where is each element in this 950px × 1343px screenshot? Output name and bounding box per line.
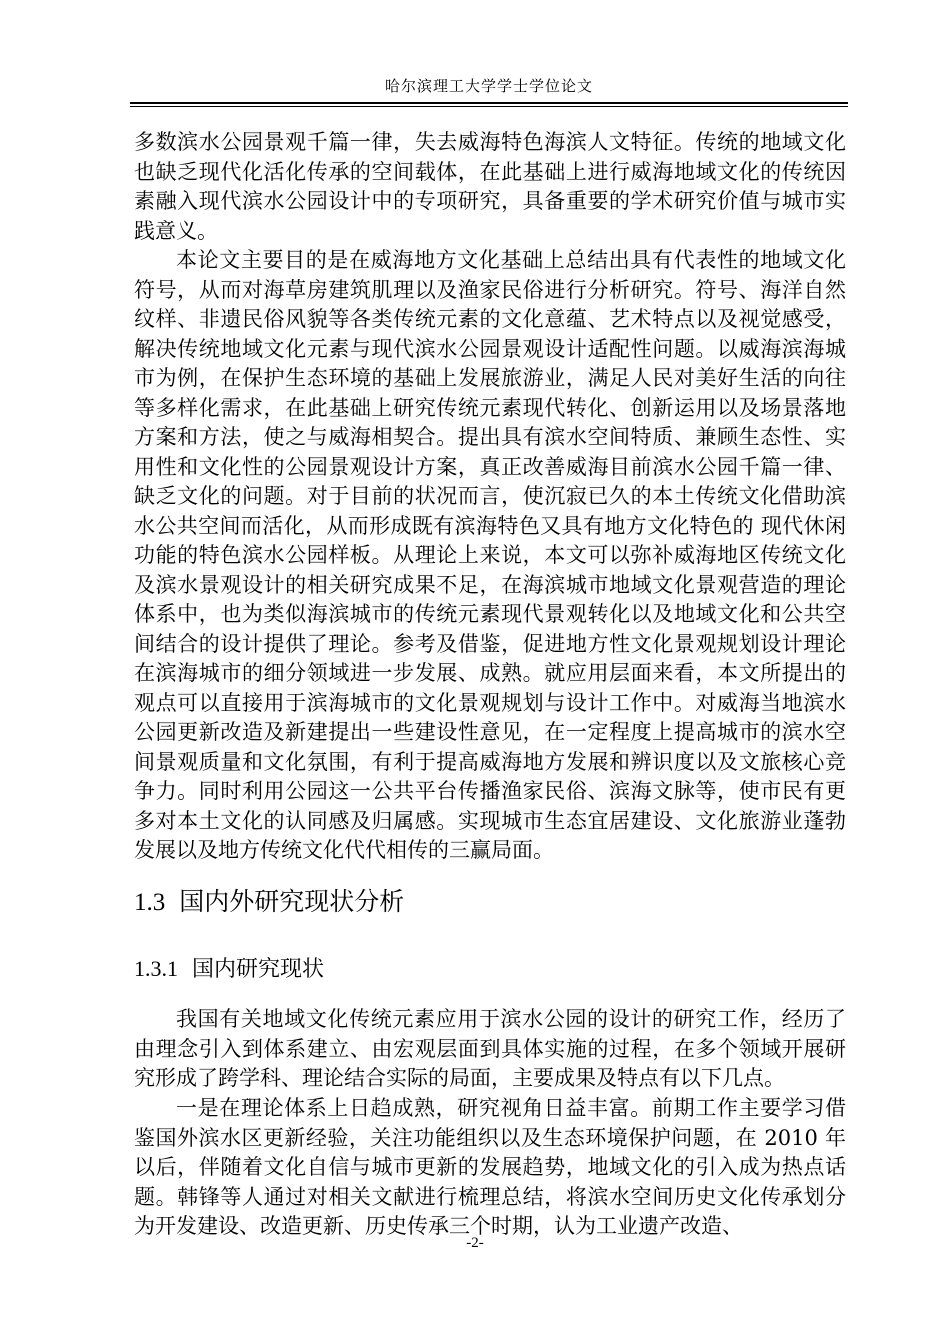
subsection-title: 国内研究现状 — [192, 957, 325, 982]
running-header: 哈尔滨理工大学学士学位论文 — [384, 77, 593, 95]
body-paragraph-2: 本论文主要目的是在威海地方文化基础上总结出具有代表性的地域文化符号，从而对海草房建筑肌理以及渔家民俗进行分析研究。符号、海洋自然纹样、非遗民俗风貌等各类传统元素的文化意蕴、艺术特点以及视觉感受，解决传统地域文化元素与现代滨水公园景观设计适配性问题。以威海滨海城市为例，在保护生态环境的基础上发展旅游业，满足人民对美好生活的向往等多样化需求，在此基础上研究传统元素现代转化、创新运用以及场景落地方案和方法，使之与威海相契合。提出具有滨水空间特质、兼顾生态性、实用性和文化性的公园景观设计方案，真正改善威海目前滨水公园千篇一律、缺乏文化的问题。对于目前的状况而言，使沉寂已久的本土传统文化借助滨水公共空间而活化，从而形成既有滨海特色又具有地方文化特色的 现代休闲功能的特色滨水公园样板。从理论上来说，本文可以弥补威海地区传统文化及滨水景观设计的相关研究成果不足，在海滨城市地域文化景观营造的理论体系中，也为类似海滨城市的传统元素现代景观转化以及地域文化和公共空间结合的设计提供了理论。参考及借鉴，促进地方性文化景观规划设计理论在滨海城市的细分领域进一步发展、成熟。就应用层面来看，本文所提出的观点可以直接用于滨海城市的文化景观规划与设计工作中。对威海当地滨水公园更新改造及新建提出一些建设性意见，在一定程度上提高城市的滨水空间景观质量和文化氛围，有利于提高威海地方发展和辨识度以及文旅核心竞争力。同时利用公园这一公共平台传播渔家民俗、滨海文脉等，使市民有更多对本土文化的认同感及归属感。实现城市生态宜居建设、文化旅游业蓬勃发展以及地方传统文化代代相传的三赢局面。 — [134, 248, 846, 862]
section-number: 1.3 — [134, 889, 166, 916]
section-title: 国内外研究现状分析 — [179, 887, 405, 916]
body-paragraph-3: 我国有关地域文化传统元素应用于滨水公园的设计的研究工作，经历了由理念引入到体系建立、由宏观层面到具体实施的过程，在多个领域开展研究形成了跨学科、理论结合实际的局面，主要成果及特点有以下几点。 — [134, 1007, 846, 1090]
body-paragraph-1: 多数滨水公园景观千篇一律，失去威海特色海滨人文特征。传统的地域文化也缺乏现代化活化传承的空间载体，在此基础上进行威海地域文化的传统因素融入现代滨水公园设计中的专项研究，具备重要的学术研究价值与城市实践意义。 — [134, 130, 846, 243]
body-paragraph-4: 一是在理论体系上日趋成熟，研究视角日益丰富。前期工作主要学习借鉴国外滨水区更新经验，关注功能组织以及生态环境保护问题，在 2010 年以后，伴随着文化自信与城市更新的发展趋势，地域文化的引入成为热点话题。韩锋等人通过对相关文献进行梳理总结，将滨水空间历史文化传承划分为开发建设、改造更新、历史传承三个时期，认为工业遗产改造、 — [134, 1096, 846, 1238]
page-number: -2- — [466, 1235, 484, 1251]
subsection-heading — [134, 954, 324, 985]
subsection-number: 1.3.1 — [134, 956, 178, 981]
header-rule-thin — [130, 106, 848, 107]
section-heading — [134, 886, 404, 919]
header-rule-thick — [130, 102, 848, 104]
